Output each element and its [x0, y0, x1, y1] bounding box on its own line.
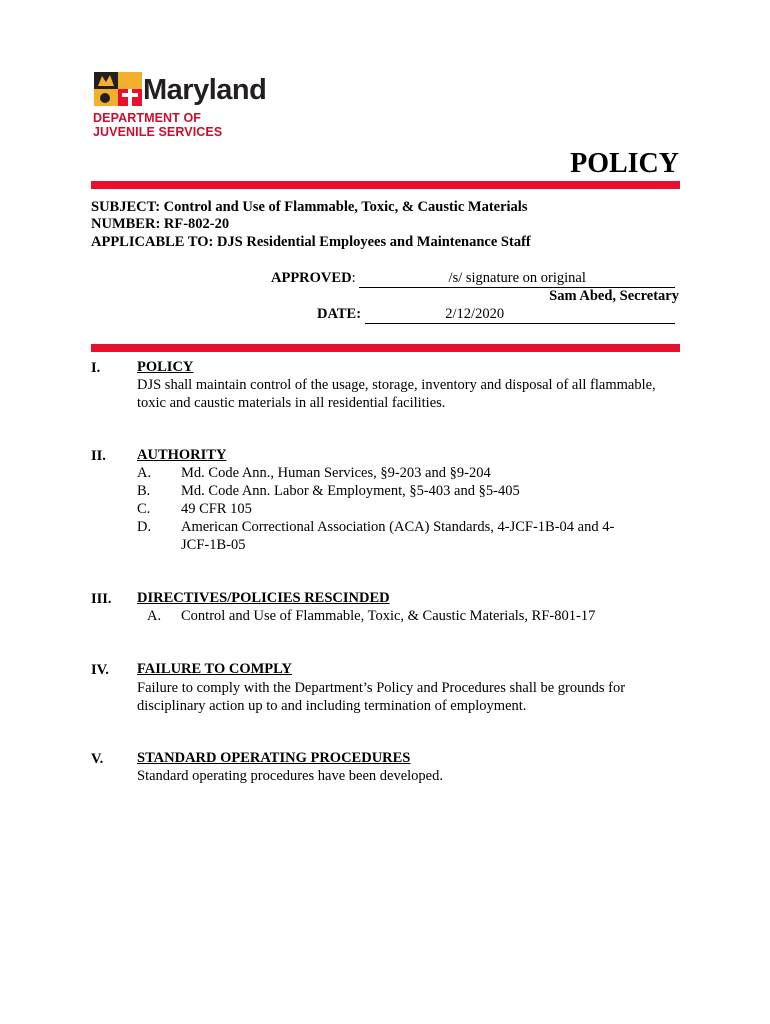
- section-number: III.: [91, 591, 112, 607]
- section-number: I.: [91, 360, 101, 376]
- section-heading-failure-to-comply: FAILURE TO COMPLY: [137, 661, 292, 677]
- number-line: NUMBER: RF-802-20: [91, 216, 230, 232]
- djs-logo: [93, 66, 293, 140]
- list-item-letter: C.: [137, 501, 151, 517]
- list-item-letter: A.: [147, 608, 162, 624]
- date-label: DATE:: [317, 306, 362, 322]
- approved-row: APPROVED: /s/ signature on original: [271, 270, 675, 288]
- section-divider: [91, 344, 680, 352]
- approved-label: APPROVED: [271, 270, 352, 286]
- signer-name: Sam Abed, Secretary: [549, 288, 679, 304]
- header-divider: [91, 181, 680, 189]
- section-heading-rescinded: DIRECTIVES/POLICIES RESCINDED: [137, 590, 390, 606]
- list-item-letter: A.: [137, 465, 152, 481]
- section-body-sop: Standard operating procedures have been developed.: [137, 768, 443, 784]
- list-item-text: American Correctional Association (ACA) Standards, 4-JCF-1B-04 and 4-JCF-1B-05: [181, 519, 615, 553]
- date-row: [317, 306, 675, 324]
- approved-signature-field: /s/ signature on original: [359, 270, 675, 288]
- applicable-line: APPLICABLE TO: DJS Residential Employees and Maintenance Staff: [91, 234, 531, 250]
- section-number: V.: [91, 751, 104, 767]
- section-heading-authority: AUTHORITY: [137, 447, 227, 463]
- subject-line: SUBJECT: Control and Use of Flammable, Toxic, & Caustic Materials: [91, 199, 528, 215]
- section-body-failure-to-comply: Failure to comply with the Department’s Policy and Procedures shall be grounds for disciplinary action up to and including termination of employment.: [137, 680, 626, 714]
- logo-subtitle-line-1: DEPARTMENT OF: [93, 111, 202, 125]
- list-item-letter: B.: [137, 483, 151, 499]
- section-heading-policy: POLICY: [137, 359, 194, 375]
- list-item-letter: D.: [137, 519, 152, 535]
- list-item-text: Md. Code Ann. Labor & Employment, §5-403 and §5-405: [181, 483, 520, 499]
- section-number: II.: [91, 448, 106, 464]
- maryland-flag-logo-icon: [93, 66, 145, 108]
- section-body-policy: DJS shall maintain control of the usage, storage, inventory and disposal of all flammable, toxic and caustic materials in all residential facilities.: [137, 377, 656, 411]
- section-number: IV.: [91, 662, 109, 678]
- section-heading-sop: STANDARD OPERATING PROCEDURES: [137, 750, 411, 766]
- logo-wordmark: Maryland: [143, 74, 267, 106]
- document-type-heading: POLICY: [570, 148, 679, 179]
- list-item-text: Md. Code Ann., Human Services, §9-203 and §9-204: [181, 465, 491, 481]
- list-item-text: Control and Use of Flammable, Toxic, & Caustic Materials, RF-801-17: [181, 608, 596, 624]
- date-value: 2/12/2020: [445, 306, 505, 322]
- logo-subtitle-line-2: JUVENILE SERVICES: [93, 125, 223, 139]
- list-item-text: 49 CFR 105: [181, 501, 252, 517]
- date-field: [365, 306, 675, 324]
